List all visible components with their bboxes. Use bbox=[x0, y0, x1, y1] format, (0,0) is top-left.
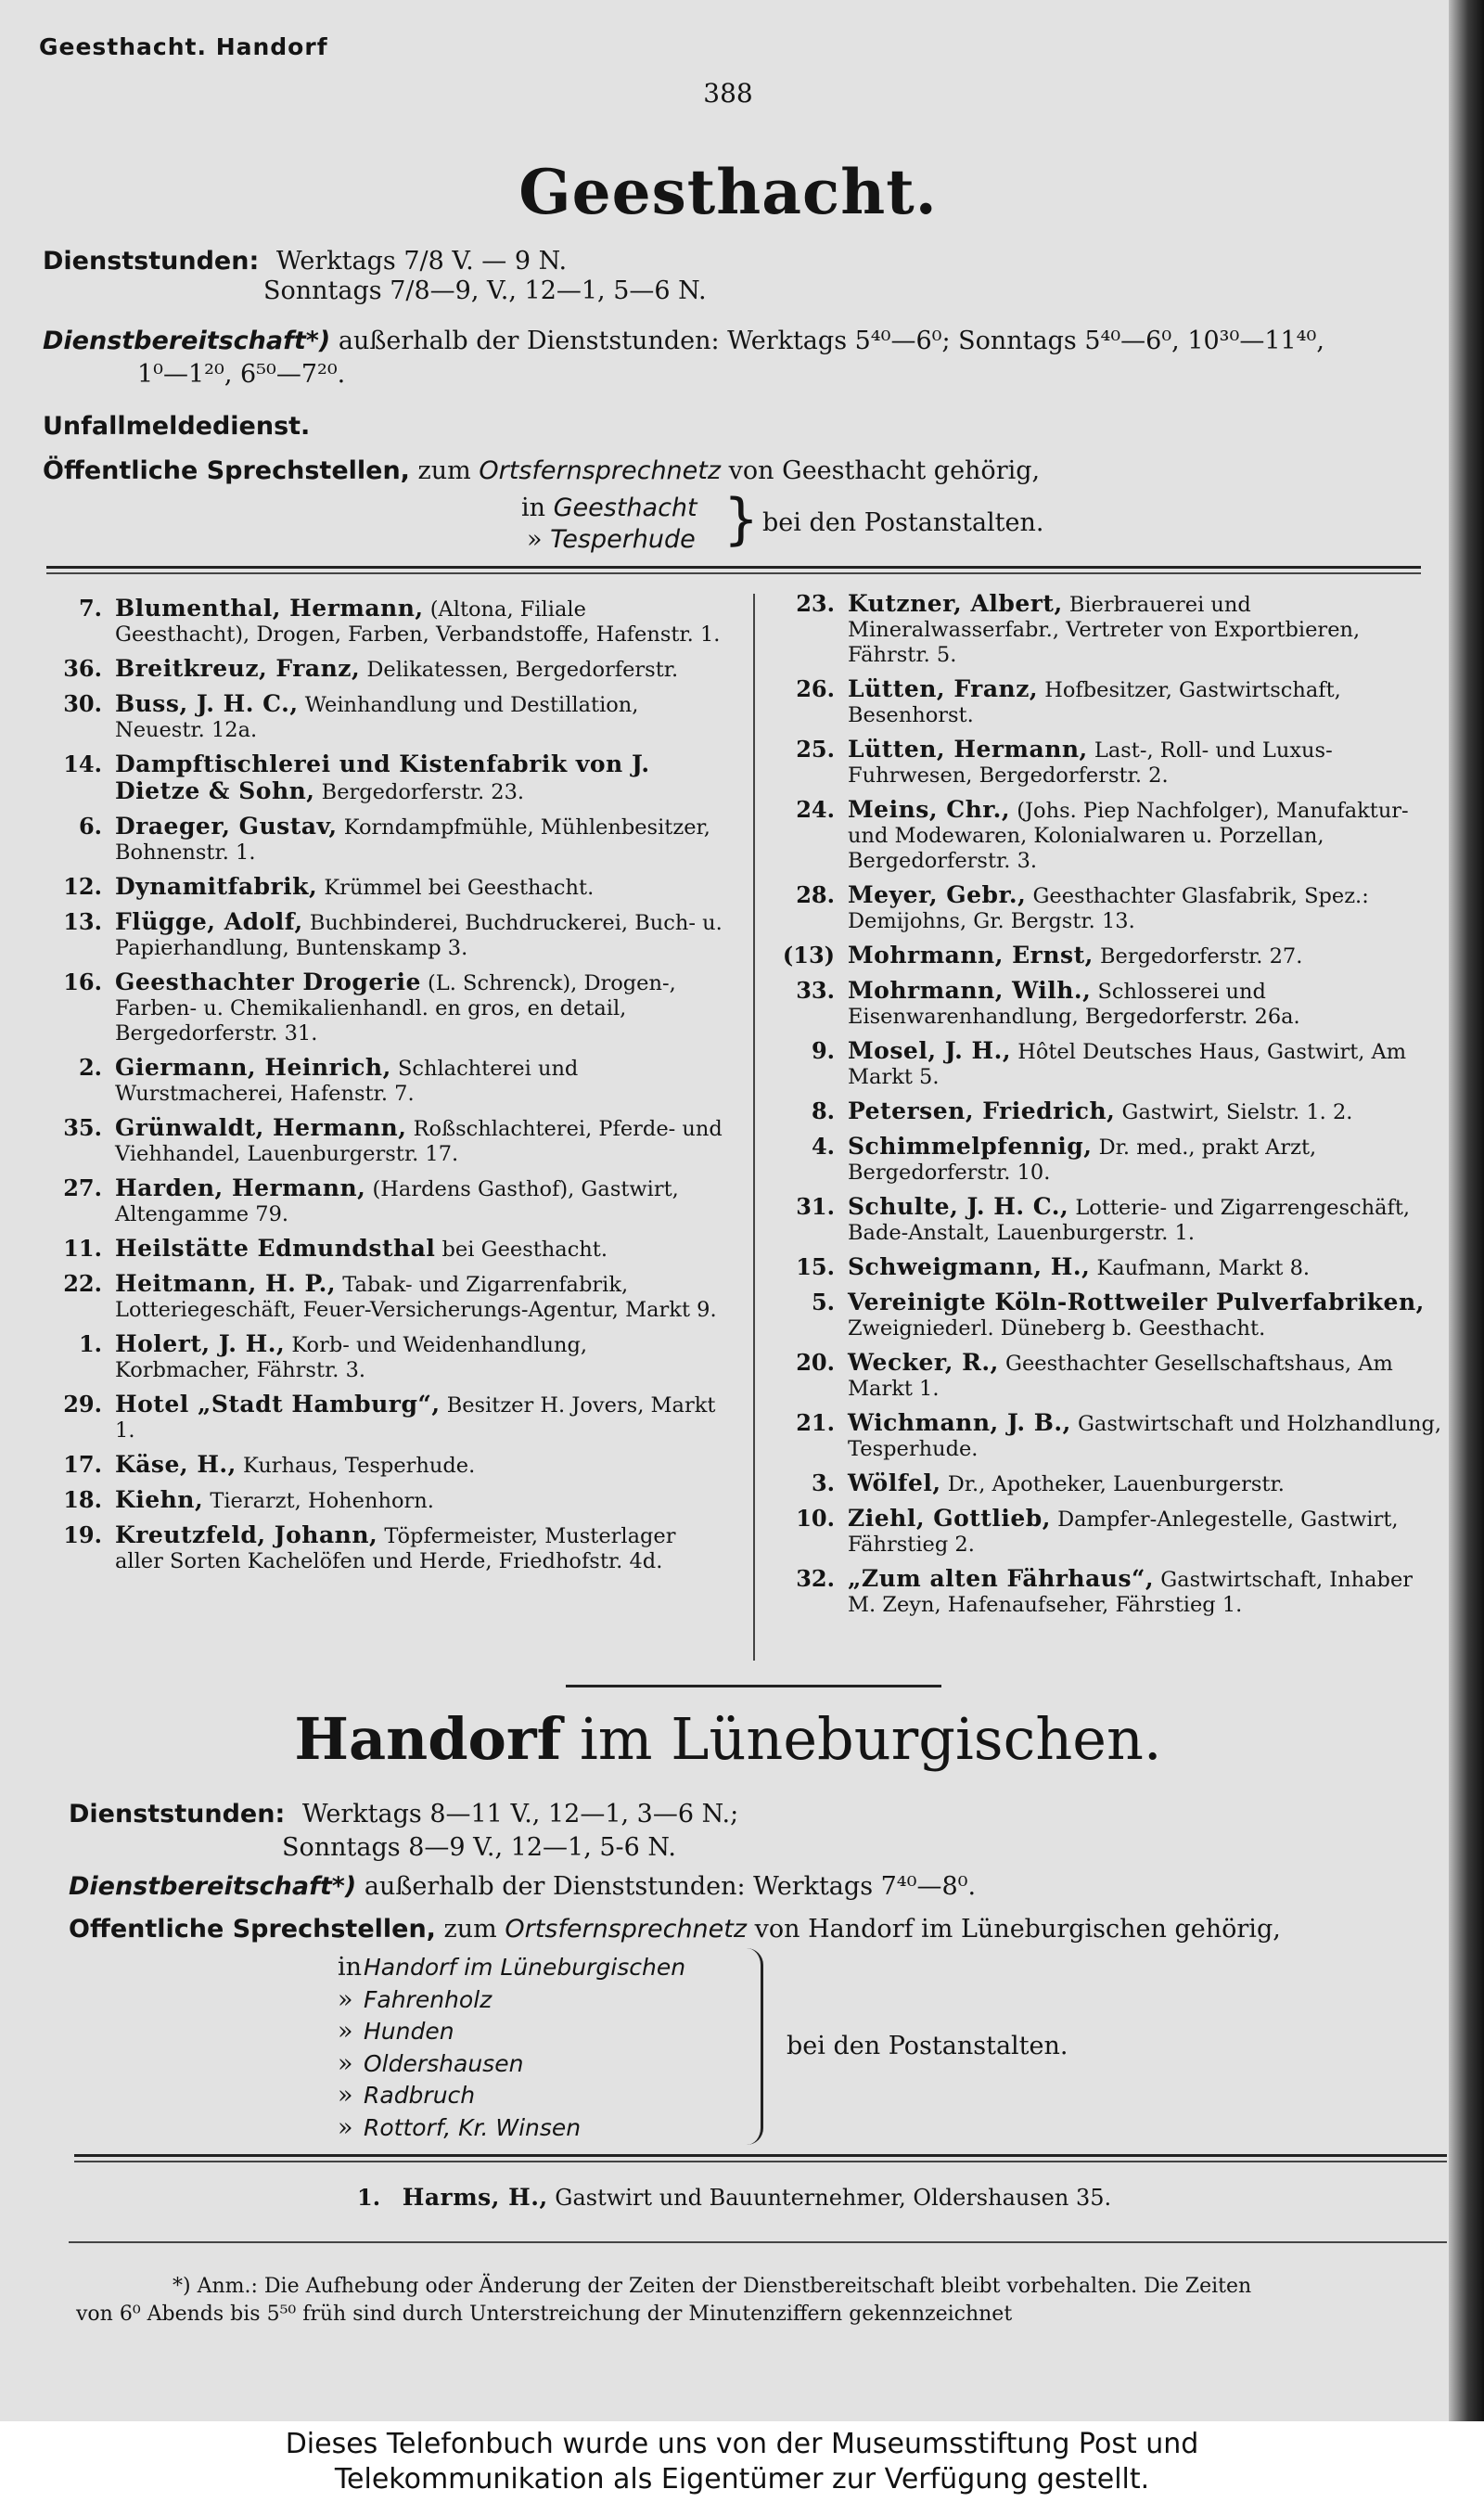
directory-entry bbox=[37, 1055, 725, 1107]
section-title-geesthacht: Geesthacht. bbox=[518, 156, 938, 228]
handorf-sprechstellen-row bbox=[69, 1915, 1281, 1944]
entry-number: 16. bbox=[63, 969, 102, 995]
directory-entry bbox=[770, 591, 1443, 668]
place-name: Radbruch bbox=[364, 2082, 476, 2109]
handorf-entry bbox=[357, 2184, 1111, 2211]
footnote-line-2: von 6⁰ Abends bis 5⁵⁰ früh sind durch Unterstreichung der Minutenziffern gekennzeichnet bbox=[76, 2303, 1013, 2326]
ortsfernsprechnetz: Ortsfernsprechnetz bbox=[479, 456, 722, 485]
entry-body bbox=[115, 1392, 725, 1443]
directory-entry bbox=[37, 1175, 725, 1227]
place-name: Handorf im Lüneburgischen bbox=[364, 1954, 686, 1981]
handorf-dienststunden-row bbox=[69, 1800, 738, 1828]
entry-body bbox=[848, 591, 1443, 668]
entry-name: Heitmann, H. P., bbox=[115, 1270, 337, 1297]
place-tesperhude bbox=[527, 525, 696, 554]
entry-body bbox=[848, 1410, 1443, 1462]
ortsfernsprechnetz: Ortsfernsprechnetz bbox=[505, 1915, 748, 1944]
directory-entry bbox=[770, 676, 1443, 728]
entry-body bbox=[848, 1098, 1443, 1125]
directory-entry bbox=[37, 1331, 725, 1383]
dienstbereitschaft-text: außerhalb der Dienststunden: Werktags 7⁴⁰—8⁰. bbox=[364, 1872, 977, 1901]
entry-text: Hofbesitzer, Gastwirtschaft, Besenhorst. bbox=[848, 678, 1341, 727]
place-name: Geesthacht bbox=[553, 494, 697, 522]
place-prefix: » bbox=[338, 1984, 353, 2014]
directory-entry bbox=[37, 656, 725, 683]
entry-text: Tierarzt, Hohenhorn. bbox=[210, 1489, 434, 1513]
entry-text: Weinhandlung und Destillation, Neuestr. 12a. bbox=[115, 693, 639, 742]
dienststunden-row bbox=[43, 247, 567, 276]
place-prefix: » bbox=[338, 2017, 353, 2046]
place-prefix: in bbox=[338, 1953, 363, 1982]
entry-name: Kiehn, bbox=[115, 1486, 204, 1513]
entries-right-column bbox=[770, 591, 1443, 1626]
entry-body bbox=[848, 1350, 1443, 1402]
entry-text: Korb- und Weidenhandlung, Korbmacher, Fährstr. 3. bbox=[115, 1333, 588, 1382]
directory-entry bbox=[770, 1470, 1443, 1497]
entry-text: Bergedorferstr. 23. bbox=[321, 780, 525, 804]
credit-line-2: Telekommunikation als Eigentümer zur Verfügung gestellt. bbox=[334, 2463, 1150, 2496]
sprechstellen-label: Offentliche Sprechstellen, bbox=[69, 1915, 436, 1944]
entry-number: 27. bbox=[63, 1174, 102, 1201]
entry-body bbox=[115, 909, 725, 961]
entry-text: Lotterie- und Zigarrengeschäft, Bade-Anstalt, Lauenburgerstr. 1. bbox=[848, 1196, 1411, 1245]
entry-number: 15. bbox=[796, 1253, 835, 1280]
sprechstellen-rest: von Geesthacht gehörig, bbox=[728, 456, 1041, 485]
directory-entry bbox=[37, 909, 725, 961]
entry-text: (Altona, Filiale Geesthacht), Drogen, Farben, Verbandstoffe, Hafenstr. 1. bbox=[115, 597, 721, 647]
entry-text: Kurhaus, Tesperhude. bbox=[243, 1454, 476, 1478]
section-title-handorf bbox=[0, 1705, 1456, 1773]
entry-name: Schulte, J. H. C., bbox=[848, 1193, 1069, 1220]
directory-entry bbox=[770, 1254, 1443, 1281]
entry-number: 1. bbox=[78, 1330, 102, 1357]
entry-text: Geesthachter Gesellschaftshaus, Am Markt 1. bbox=[848, 1352, 1393, 1401]
entry-name: Grünwaldt, Hermann, bbox=[115, 1114, 407, 1141]
directory-entry bbox=[37, 1522, 725, 1574]
entry-name: Breitkreuz, Franz, bbox=[115, 655, 361, 682]
entry-body bbox=[848, 737, 1443, 789]
column-divider bbox=[753, 594, 755, 1661]
directory-entry bbox=[37, 1115, 725, 1167]
entry-number: 9. bbox=[811, 1037, 835, 1064]
place-name: Oldershausen bbox=[364, 2049, 524, 2077]
title-bold: Handorf bbox=[294, 1705, 562, 1773]
entry-body bbox=[848, 1194, 1443, 1246]
entry-number: 28. bbox=[796, 881, 835, 908]
entry-body bbox=[115, 751, 725, 805]
entry-name: Vereinigte Köln-Rottweiler Pulverfabriken, bbox=[848, 1289, 1425, 1315]
place-name: Hunden bbox=[364, 2018, 454, 2045]
entry-name: Draeger, Gustav, bbox=[115, 813, 338, 840]
double-rule-bottom bbox=[46, 572, 1421, 574]
entry-body bbox=[848, 1134, 1443, 1186]
entry-name: Meins, Chr., bbox=[848, 796, 1011, 823]
place-name: Rottorf, Kr. Winsen bbox=[364, 2113, 582, 2141]
place-prefix: » bbox=[338, 2048, 353, 2078]
entry-number: 10. bbox=[796, 1505, 835, 1532]
entry-name: Giermann, Heinrich, bbox=[115, 1054, 391, 1081]
entry-body bbox=[115, 1236, 725, 1263]
entry-text: Bergedorferstr. 27. bbox=[1100, 944, 1303, 969]
entry-body bbox=[848, 1289, 1443, 1341]
directory-entry bbox=[37, 874, 725, 901]
entry-number: 22. bbox=[63, 1270, 102, 1297]
entry-text: Buchbinderei, Buchdruckerei, Buch- u. Papierhandlung, Buntenskamp 3. bbox=[115, 911, 723, 960]
entry-name: Heilstätte Edmundsthal bbox=[115, 1235, 436, 1262]
directory-entry bbox=[770, 797, 1443, 874]
entry-body bbox=[115, 691, 725, 743]
directory-entry bbox=[770, 978, 1443, 1030]
entry-number: 20. bbox=[796, 1349, 835, 1376]
entry-body bbox=[115, 596, 725, 648]
sprechstellen-zum: zum bbox=[417, 456, 471, 485]
entry-name: Mohrmann, Ernst, bbox=[848, 942, 1094, 969]
directory-entry bbox=[37, 1271, 725, 1323]
entry-name: Wichmann, J. B., bbox=[848, 1409, 1071, 1436]
directory-entry bbox=[770, 1410, 1443, 1462]
entry-number: 21. bbox=[796, 1409, 835, 1436]
entry-body bbox=[848, 1470, 1443, 1497]
place-prefix: in bbox=[521, 494, 546, 522]
handorf-place bbox=[338, 2080, 685, 2112]
place-name: Fahrenholz bbox=[364, 1985, 493, 2013]
handorf-place bbox=[338, 2112, 685, 2145]
place-prefix: » bbox=[527, 525, 543, 554]
directory-entry bbox=[770, 1038, 1443, 1090]
handorf-double-rule-bottom bbox=[74, 2161, 1447, 2162]
credit-line-1: Dieses Telefonbuch wurde uns von der Museumsstiftung Post und bbox=[285, 2428, 1199, 2460]
entry-name: Kreutzfeld, Johann, bbox=[115, 1521, 378, 1548]
entry-body bbox=[848, 943, 1443, 969]
entry-body bbox=[848, 882, 1443, 934]
directory-entry bbox=[37, 969, 725, 1046]
handorf-place bbox=[338, 2048, 685, 2081]
sprechstellen-row bbox=[43, 456, 1040, 485]
credit-banner bbox=[0, 2421, 1484, 2502]
dienstbereitschaft-label: Dienstbereitschaft*) bbox=[69, 1872, 357, 1901]
page-edge-shadow bbox=[1449, 0, 1484, 2421]
handorf-dienststunden-sonntags: Sonntags 8—9 V., 12—1, 5-6 N. bbox=[282, 1833, 676, 1862]
entry-text: Hôtel Deutsches Haus, Gastwirt, Am Markt 5. bbox=[848, 1040, 1407, 1089]
dienstbereitschaft-text-2: 1⁰—1²⁰, 6⁵⁰—7²⁰. bbox=[137, 360, 346, 389]
entry-body bbox=[115, 1452, 725, 1479]
entry-number: 14. bbox=[63, 751, 102, 777]
entry-number: 31. bbox=[796, 1193, 835, 1220]
entry-name: Blumenthal, Hermann, bbox=[115, 595, 424, 622]
brace-symbol: } bbox=[723, 487, 760, 552]
places-brace bbox=[742, 1948, 763, 2145]
entry-name: „Zum alten Fährhaus“, bbox=[848, 1565, 1155, 1592]
entry-name: Wecker, R., bbox=[848, 1349, 999, 1376]
entry-number: 30. bbox=[63, 690, 102, 717]
section-separator bbox=[566, 1685, 941, 1687]
entry-name: Käse, H., bbox=[115, 1451, 237, 1478]
handorf-place bbox=[338, 1984, 685, 2017]
entry-text: Zweigniederl. Düneberg b. Geesthacht. bbox=[848, 1316, 1266, 1341]
entry-name: Buss, J. H. C., bbox=[115, 690, 299, 717]
entry-text: Geesthachter Glasfabrik, Spez.: Demijohns, Gr. Bergstr. 13. bbox=[848, 884, 1369, 933]
entry-number: 8. bbox=[811, 1097, 835, 1124]
entry-number: 19. bbox=[63, 1521, 102, 1548]
entry-number: 13. bbox=[63, 908, 102, 935]
entry-name: Dampftischlerei und Kistenfabrik von J. Dietze & Sohn, bbox=[115, 751, 650, 804]
entry-body bbox=[848, 1038, 1443, 1090]
entry-number: 32. bbox=[796, 1565, 835, 1592]
entry-number: 4. bbox=[811, 1133, 835, 1160]
entry-name: Hotel „Stadt Hamburg“, bbox=[115, 1391, 441, 1418]
directory-entry bbox=[37, 814, 725, 866]
entry-text: bei Geesthacht. bbox=[441, 1238, 608, 1262]
directory-entry bbox=[37, 596, 725, 648]
places-note: bei den Postanstalten. bbox=[762, 508, 1044, 537]
handorf-places-note: bei den Postanstalten. bbox=[787, 2032, 1068, 2060]
directory-entry bbox=[37, 1236, 725, 1263]
entry-number: 12. bbox=[63, 873, 102, 900]
entry-body bbox=[115, 1487, 725, 1514]
entry-body bbox=[115, 1115, 725, 1167]
entry-name: Harms, H., bbox=[402, 2184, 548, 2211]
entry-text: Korndampfmühle, Mühlenbesitzer, Bohnenstr. 1. bbox=[115, 815, 710, 865]
dienstbereitschaft-label: Dienstbereitschaft*) bbox=[43, 327, 331, 355]
entry-number: 35. bbox=[63, 1114, 102, 1141]
place-prefix: » bbox=[338, 2081, 353, 2110]
entry-text: Besitzer H. Jovers, Markt 1. bbox=[115, 1393, 716, 1443]
entry-number: 5. bbox=[811, 1289, 835, 1315]
directory-entry bbox=[37, 1392, 725, 1443]
place-geesthacht bbox=[521, 494, 697, 522]
double-rule-top bbox=[46, 566, 1421, 569]
place-name: Tesperhude bbox=[550, 525, 696, 554]
entry-name: Kutzner, Albert, bbox=[848, 590, 1063, 617]
entry-name: Wölfel, bbox=[848, 1469, 941, 1496]
entry-number: 36. bbox=[63, 655, 102, 682]
entry-body bbox=[115, 1331, 725, 1383]
directory-entry bbox=[770, 1350, 1443, 1402]
entry-text: Delikatessen, Bergedorferstr. bbox=[366, 658, 679, 682]
directory-entry bbox=[770, 1098, 1443, 1125]
entry-name: Mosel, J. H., bbox=[848, 1037, 1012, 1064]
entry-number: 26. bbox=[796, 675, 835, 702]
entry-name: Holert, J. H., bbox=[115, 1330, 286, 1357]
dienstbereitschaft-row bbox=[43, 327, 1324, 355]
entry-body bbox=[848, 797, 1443, 874]
directory-entry bbox=[770, 1506, 1443, 1558]
entry-text: Gastwirt, Sielstr. 1. 2. bbox=[1121, 1100, 1353, 1124]
entry-body bbox=[115, 656, 725, 683]
directory-entry bbox=[770, 1194, 1443, 1246]
entry-body bbox=[848, 676, 1443, 728]
entry-name: Harden, Hermann, bbox=[115, 1174, 366, 1201]
entry-name: Ziehl, Gottlieb, bbox=[848, 1505, 1051, 1532]
directory-entry bbox=[770, 1566, 1443, 1618]
entry-number: 23. bbox=[796, 590, 835, 617]
entry-number: (13) bbox=[782, 942, 835, 969]
entry-number: 18. bbox=[63, 1486, 102, 1513]
entry-text: Dampfer-Anlegestelle, Gastwirt, Fährstieg 2. bbox=[848, 1508, 1399, 1557]
handorf-place bbox=[338, 1952, 685, 1984]
title-rest: im Lüneburgischen. bbox=[579, 1705, 1162, 1773]
dienststunden-label: Dienststunden: bbox=[69, 1800, 286, 1828]
entry-number: 2. bbox=[78, 1054, 102, 1081]
directory-entry bbox=[770, 737, 1443, 789]
directory-entry bbox=[37, 691, 725, 743]
dienststunden-werktags: Werktags 7/8 V. — 9 N. bbox=[275, 247, 568, 276]
place-prefix: » bbox=[338, 2112, 353, 2142]
entry-text: Gastwirt und Bauunternehmer, Oldershausen 35. bbox=[555, 2185, 1112, 2211]
entry-name: Mohrmann, Wilh., bbox=[848, 977, 1092, 1004]
entry-text: Tabak- und Zigarrenfabrik, Lotteriegeschäft, Feuer-Versicherungs-Agentur, Markt 9. bbox=[115, 1273, 717, 1322]
entry-body bbox=[848, 1506, 1443, 1558]
directory-entry bbox=[770, 1289, 1443, 1341]
directory-entry bbox=[37, 1487, 725, 1514]
entry-name: Lütten, Franz, bbox=[848, 675, 1039, 702]
directory-entry bbox=[37, 1452, 725, 1479]
entry-text: Bierbrauerei und Mineralwasserfabr., Vertreter von Exportbieren, Fährstr. 5. bbox=[848, 593, 1361, 667]
running-head: Geesthacht. Handorf bbox=[39, 33, 328, 60]
entry-text: (L. Schrenck), Drogen-, Farben- u. Chemikalienhandl. en gros, en detail, Bergedorferstr. 31. bbox=[115, 971, 676, 1046]
entry-body bbox=[848, 1566, 1443, 1618]
entry-number: 29. bbox=[63, 1391, 102, 1418]
handorf-dienstbereitschaft-row bbox=[69, 1872, 976, 1901]
sprechstellen-zum: zum bbox=[443, 1915, 497, 1944]
footnote bbox=[76, 2273, 1454, 2329]
directory-entry bbox=[770, 1134, 1443, 1186]
entry-text: Töpfermeister, Musterlager aller Sorten Kachelöfen und Herde, Friedhofstr. 4d. bbox=[115, 1524, 676, 1573]
dienststunden-sonntags: Sonntags 7/8—9, V., 12—1, 5—6 N. bbox=[263, 276, 707, 305]
entry-body bbox=[115, 1522, 725, 1574]
entry-name: Flügge, Adolf, bbox=[115, 908, 303, 935]
entry-body bbox=[115, 1055, 725, 1107]
entry-body bbox=[848, 978, 1443, 1030]
handorf-places-list bbox=[338, 1952, 685, 2144]
handorf-double-rule-top bbox=[74, 2154, 1447, 2157]
entry-name: Geesthachter Drogerie bbox=[115, 969, 421, 995]
entry-name: Dynamitfabrik, bbox=[115, 873, 318, 900]
entry-text: Dr. med., prakt Arzt, Bergedorferstr. 10. bbox=[848, 1136, 1317, 1185]
entry-number: 6. bbox=[78, 813, 102, 840]
sprechstellen-label: Öffentliche Sprechstellen, bbox=[43, 456, 410, 485]
entries-left-column bbox=[37, 596, 725, 1583]
entry-body bbox=[115, 969, 725, 1046]
entry-name: Schweigmann, H., bbox=[848, 1253, 1091, 1280]
entry-text: Krümmel bei Geesthacht. bbox=[324, 876, 595, 900]
entry-body bbox=[115, 814, 725, 866]
directory-entry bbox=[770, 943, 1443, 969]
entry-name: Petersen, Friedrich, bbox=[848, 1097, 1116, 1124]
entry-text: Kaufmann, Markt 8. bbox=[1096, 1256, 1311, 1280]
entry-body bbox=[115, 1271, 725, 1323]
entry-text: Gastwirtschaft und Holzhandlung, Tesperhude. bbox=[848, 1412, 1442, 1461]
dienststunden-label: Dienststunden: bbox=[43, 247, 260, 276]
footnote-line-1: *) Anm.: Die Aufhebung oder Änderung der Zeiten der Dienstbereitschaft bleibt vorbehalten. Die Zeiten bbox=[173, 2275, 1252, 2298]
unfallmeldedienst: Unfallmeldedienst. bbox=[43, 412, 311, 441]
entry-number: 33. bbox=[796, 977, 835, 1004]
entry-number: 24. bbox=[796, 796, 835, 823]
dienstbereitschaft-text: außerhalb der Dienststunden: Werktags 5⁴⁰—6⁰; Sonntags 5⁴⁰—6⁰, 10³⁰—11⁴⁰, bbox=[338, 327, 1324, 355]
footnote-rule bbox=[69, 2241, 1447, 2243]
sprechstellen-rest: von Handorf im Lüneburgischen gehörig, bbox=[754, 1915, 1281, 1944]
handorf-place bbox=[338, 2016, 685, 2048]
entry-number: 3. bbox=[811, 1469, 835, 1496]
entry-name: Schimmelpfennig, bbox=[848, 1133, 1093, 1160]
entry-number: 1. bbox=[357, 2184, 381, 2211]
entry-body bbox=[848, 1254, 1443, 1281]
entry-name: Lütten, Hermann, bbox=[848, 736, 1088, 763]
entry-text: (Hardens Gasthof), Gastwirt, Altengamme 79. bbox=[115, 1177, 679, 1226]
entry-text: Gastwirtschaft, Inhaber M. Zeyn, Hafenaufseher, Fährstieg 1. bbox=[848, 1568, 1414, 1617]
entry-text: Schlachterei und Wurstmacherei, Hafenstr. 7. bbox=[115, 1057, 579, 1106]
entry-number: 7. bbox=[78, 595, 102, 622]
entry-body bbox=[115, 874, 725, 901]
entry-name: Meyer, Gebr., bbox=[848, 881, 1027, 908]
entry-text: Dr., Apotheker, Lauenburgerstr. bbox=[947, 1472, 1285, 1496]
entry-text: Roßschlachterei, Pferde- und Viehhandel, Lauenburgerstr. 17. bbox=[115, 1117, 723, 1166]
page-number: 388 bbox=[703, 78, 753, 109]
entry-number: 17. bbox=[63, 1451, 102, 1478]
entry-text: (Johs. Piep Nachfolger), Manufaktur- und Modewaren, Kolonialwaren u. Porzellan, Bergedorferstr. 3. bbox=[848, 799, 1409, 873]
dienststunden-werktags: Werktags 8—11 V., 12—1, 3—6 N.; bbox=[301, 1800, 739, 1828]
entry-text: Last-, Roll- und Luxus-Fuhrwesen, Bergedorferstr. 2. bbox=[848, 738, 1333, 788]
entry-number: 11. bbox=[63, 1235, 102, 1262]
entry-number: 25. bbox=[796, 736, 835, 763]
entry-text: Schlosserei und Eisenwarenhandlung, Bergedorferstr. 26a. bbox=[848, 980, 1300, 1029]
entry-body bbox=[115, 1175, 725, 1227]
directory-entry bbox=[770, 882, 1443, 934]
directory-entry bbox=[37, 751, 725, 805]
